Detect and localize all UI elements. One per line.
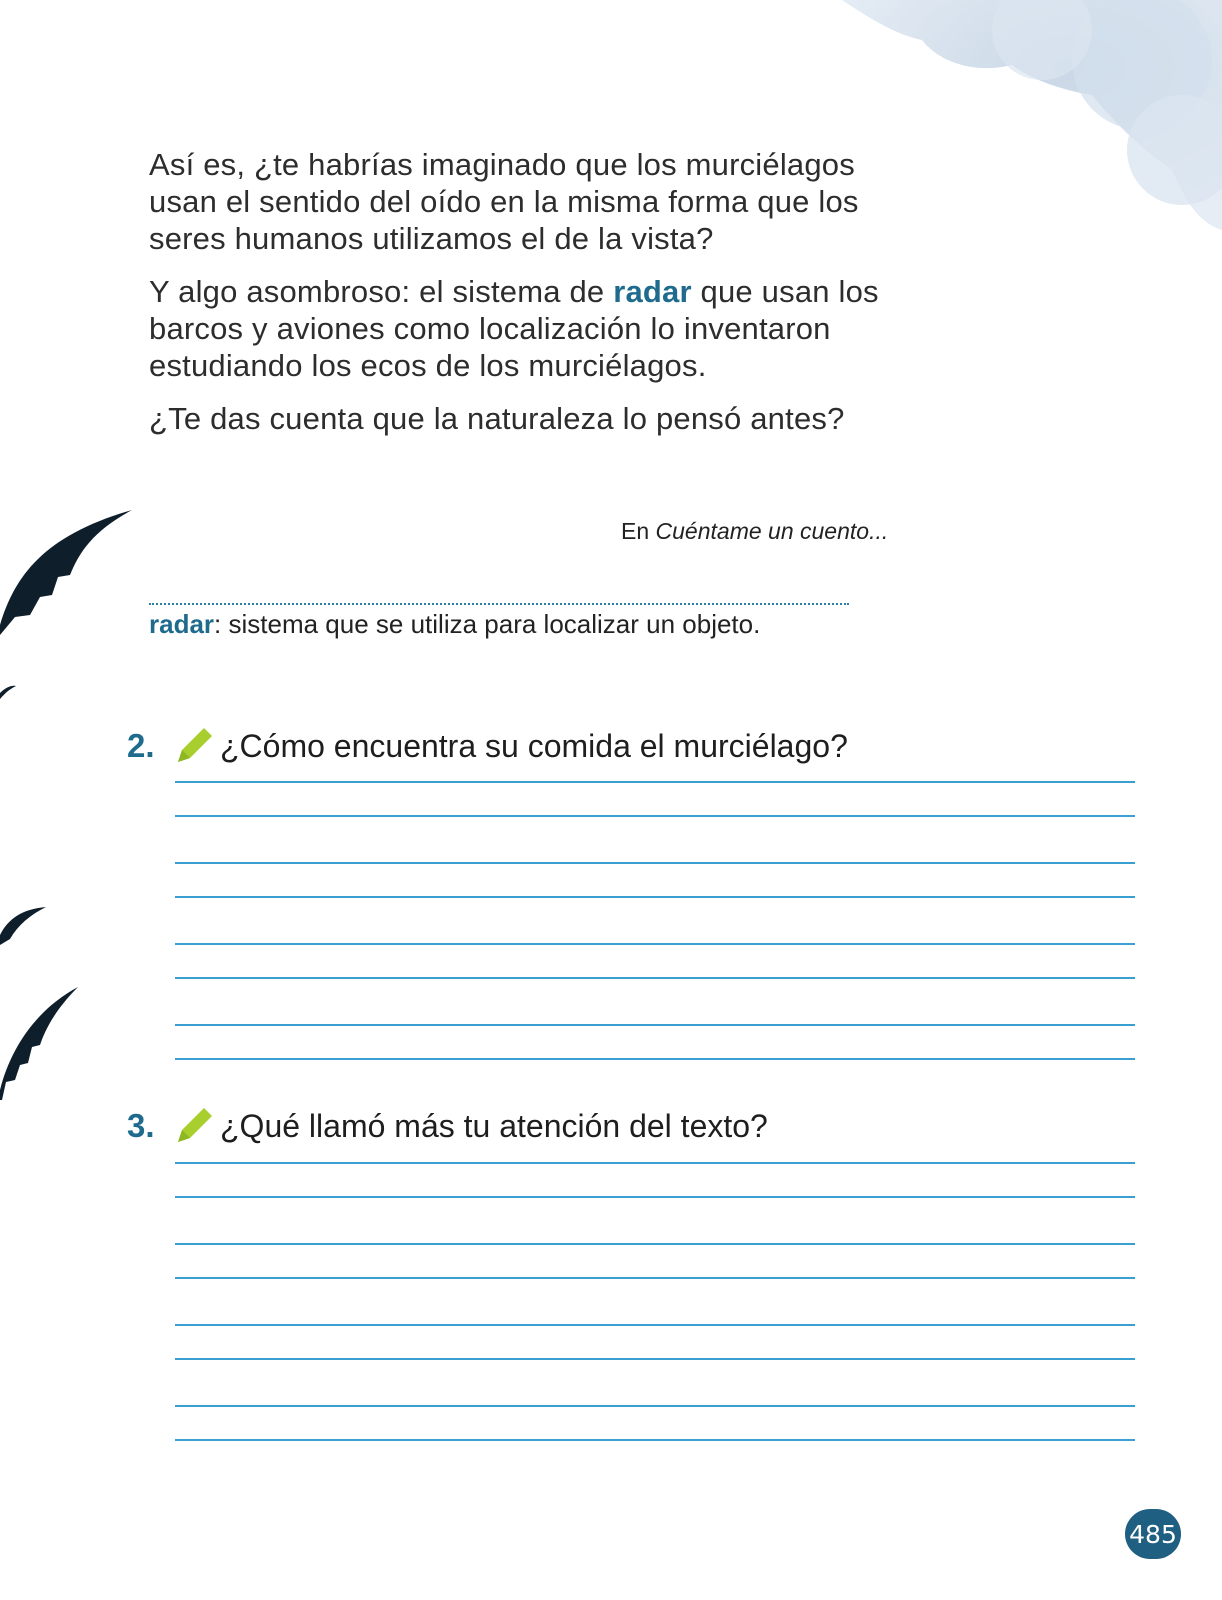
bat-silhouette [0,905,48,945]
glossary-term: radar [149,609,215,639]
paragraph-1: Así es, ¿te habrías imaginado que los murciélagos usan el sentido del oído en la misma forma que los seres humanos utilizamos el de la vista? [149,147,859,256]
glossary-entry [149,609,760,640]
answer-line[interactable] [175,1358,1135,1360]
answer-line[interactable] [175,1439,1135,1441]
glossary-divider [149,603,849,605]
answer-line[interactable] [175,1243,1135,1245]
answer-line[interactable] [175,1277,1135,1279]
answer-line[interactable] [175,862,1135,864]
bat-silhouette [0,985,80,1100]
source-prefix: En [621,518,656,544]
answer-line[interactable] [175,896,1135,898]
paragraph-2-start: Y algo asombroso: el sistema de [149,274,614,309]
bat-silhouette [0,505,135,635]
paragraph-3: ¿Te das cuenta que la naturaleza lo pensó antes? [149,401,845,436]
question-text: ¿Qué llamó más tu atención del texto? [220,1108,768,1144]
pencil-icon [172,1104,216,1148]
page-number: 485 [1125,1509,1181,1559]
question-number: 3. [127,1107,155,1144]
answer-line[interactable] [175,815,1135,817]
pencil-icon [172,724,216,768]
answer-line[interactable] [175,1162,1135,1164]
answer-line[interactable] [175,1196,1135,1198]
glossary-definition: : sistema que se utiliza para localizar un objeto. [214,609,761,639]
source-title: Cuéntame un cuento... [655,518,889,544]
paragraph-2-end: que usan los barcos y aviones como localización lo inventaron estudiando los ecos de los murciélagos. [149,274,879,383]
answer-line[interactable] [175,781,1135,783]
paragraph-2 [149,273,929,384]
reading-passage [149,146,929,453]
answer-line[interactable] [175,1058,1135,1060]
question-number: 2. [127,727,155,764]
answer-line[interactable] [175,1405,1135,1407]
bat-silhouette [0,685,20,699]
answer-line[interactable] [175,1024,1135,1026]
question-text: ¿Cómo encuentra su comida el murciélago? [220,728,848,764]
highlighted-term-radar: radar [613,274,692,309]
answer-line[interactable] [175,1324,1135,1326]
answer-line[interactable] [175,977,1135,979]
answer-line[interactable] [175,943,1135,945]
source-attribution [621,518,888,545]
